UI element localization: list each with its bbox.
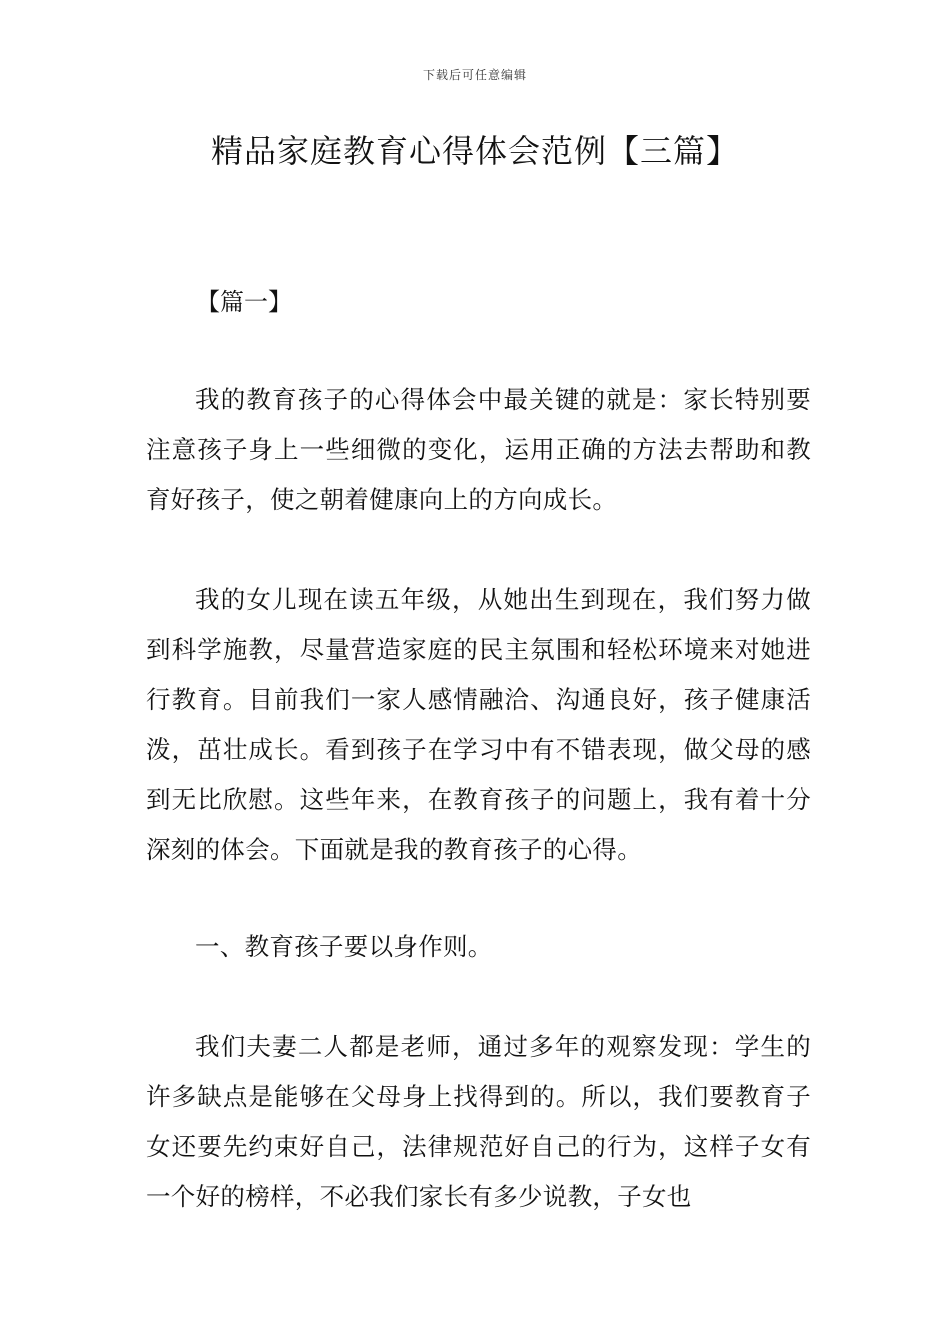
paragraph-background: 我的女儿现在读五年级，从她出生到现在，我们努力做到科学施教，尽量营造家庭的民主氛围和轻松环境来对她进行教育。目前我们一家人感情融洽、沟通良好，孩子健康活泼，茁壮成长。看到孩子在学习中有不错表现，做父母的感到无比欣慰。这些年来，在教育孩子的问题上，我有着十分深刻的体会。下面就是我的教育孩子的心得。: [146, 585, 811, 864]
subheading-lead-by-example: 一、教育孩子要以身作则。: [195, 932, 493, 961]
header-note: 下载后可任意编辑: [422, 68, 527, 82]
document-title: 精品家庭教育心得体会范例【三篇】: [210, 132, 739, 170]
paragraph-lead-by-example: 我们夫妻二人都是老师，通过多年的观察发现：学生的许多缺点是能够在父母身上找得到的。所以，我们要教育子女还要先约束好自己，法律规范好自己的行为，这样子女有一个好的榜样，不必我们家长有多少说教，子女也: [146, 1032, 811, 1211]
paragraph-intro: 我的教育孩子的心得体会中最关键的就是：家长特别要注意孩子身上一些细微的变化，运用正确的方法去帮助和教育好孩子，使之朝着健康向上的方向成长。: [146, 385, 811, 514]
section-label: 【篇一】: [196, 288, 292, 316]
